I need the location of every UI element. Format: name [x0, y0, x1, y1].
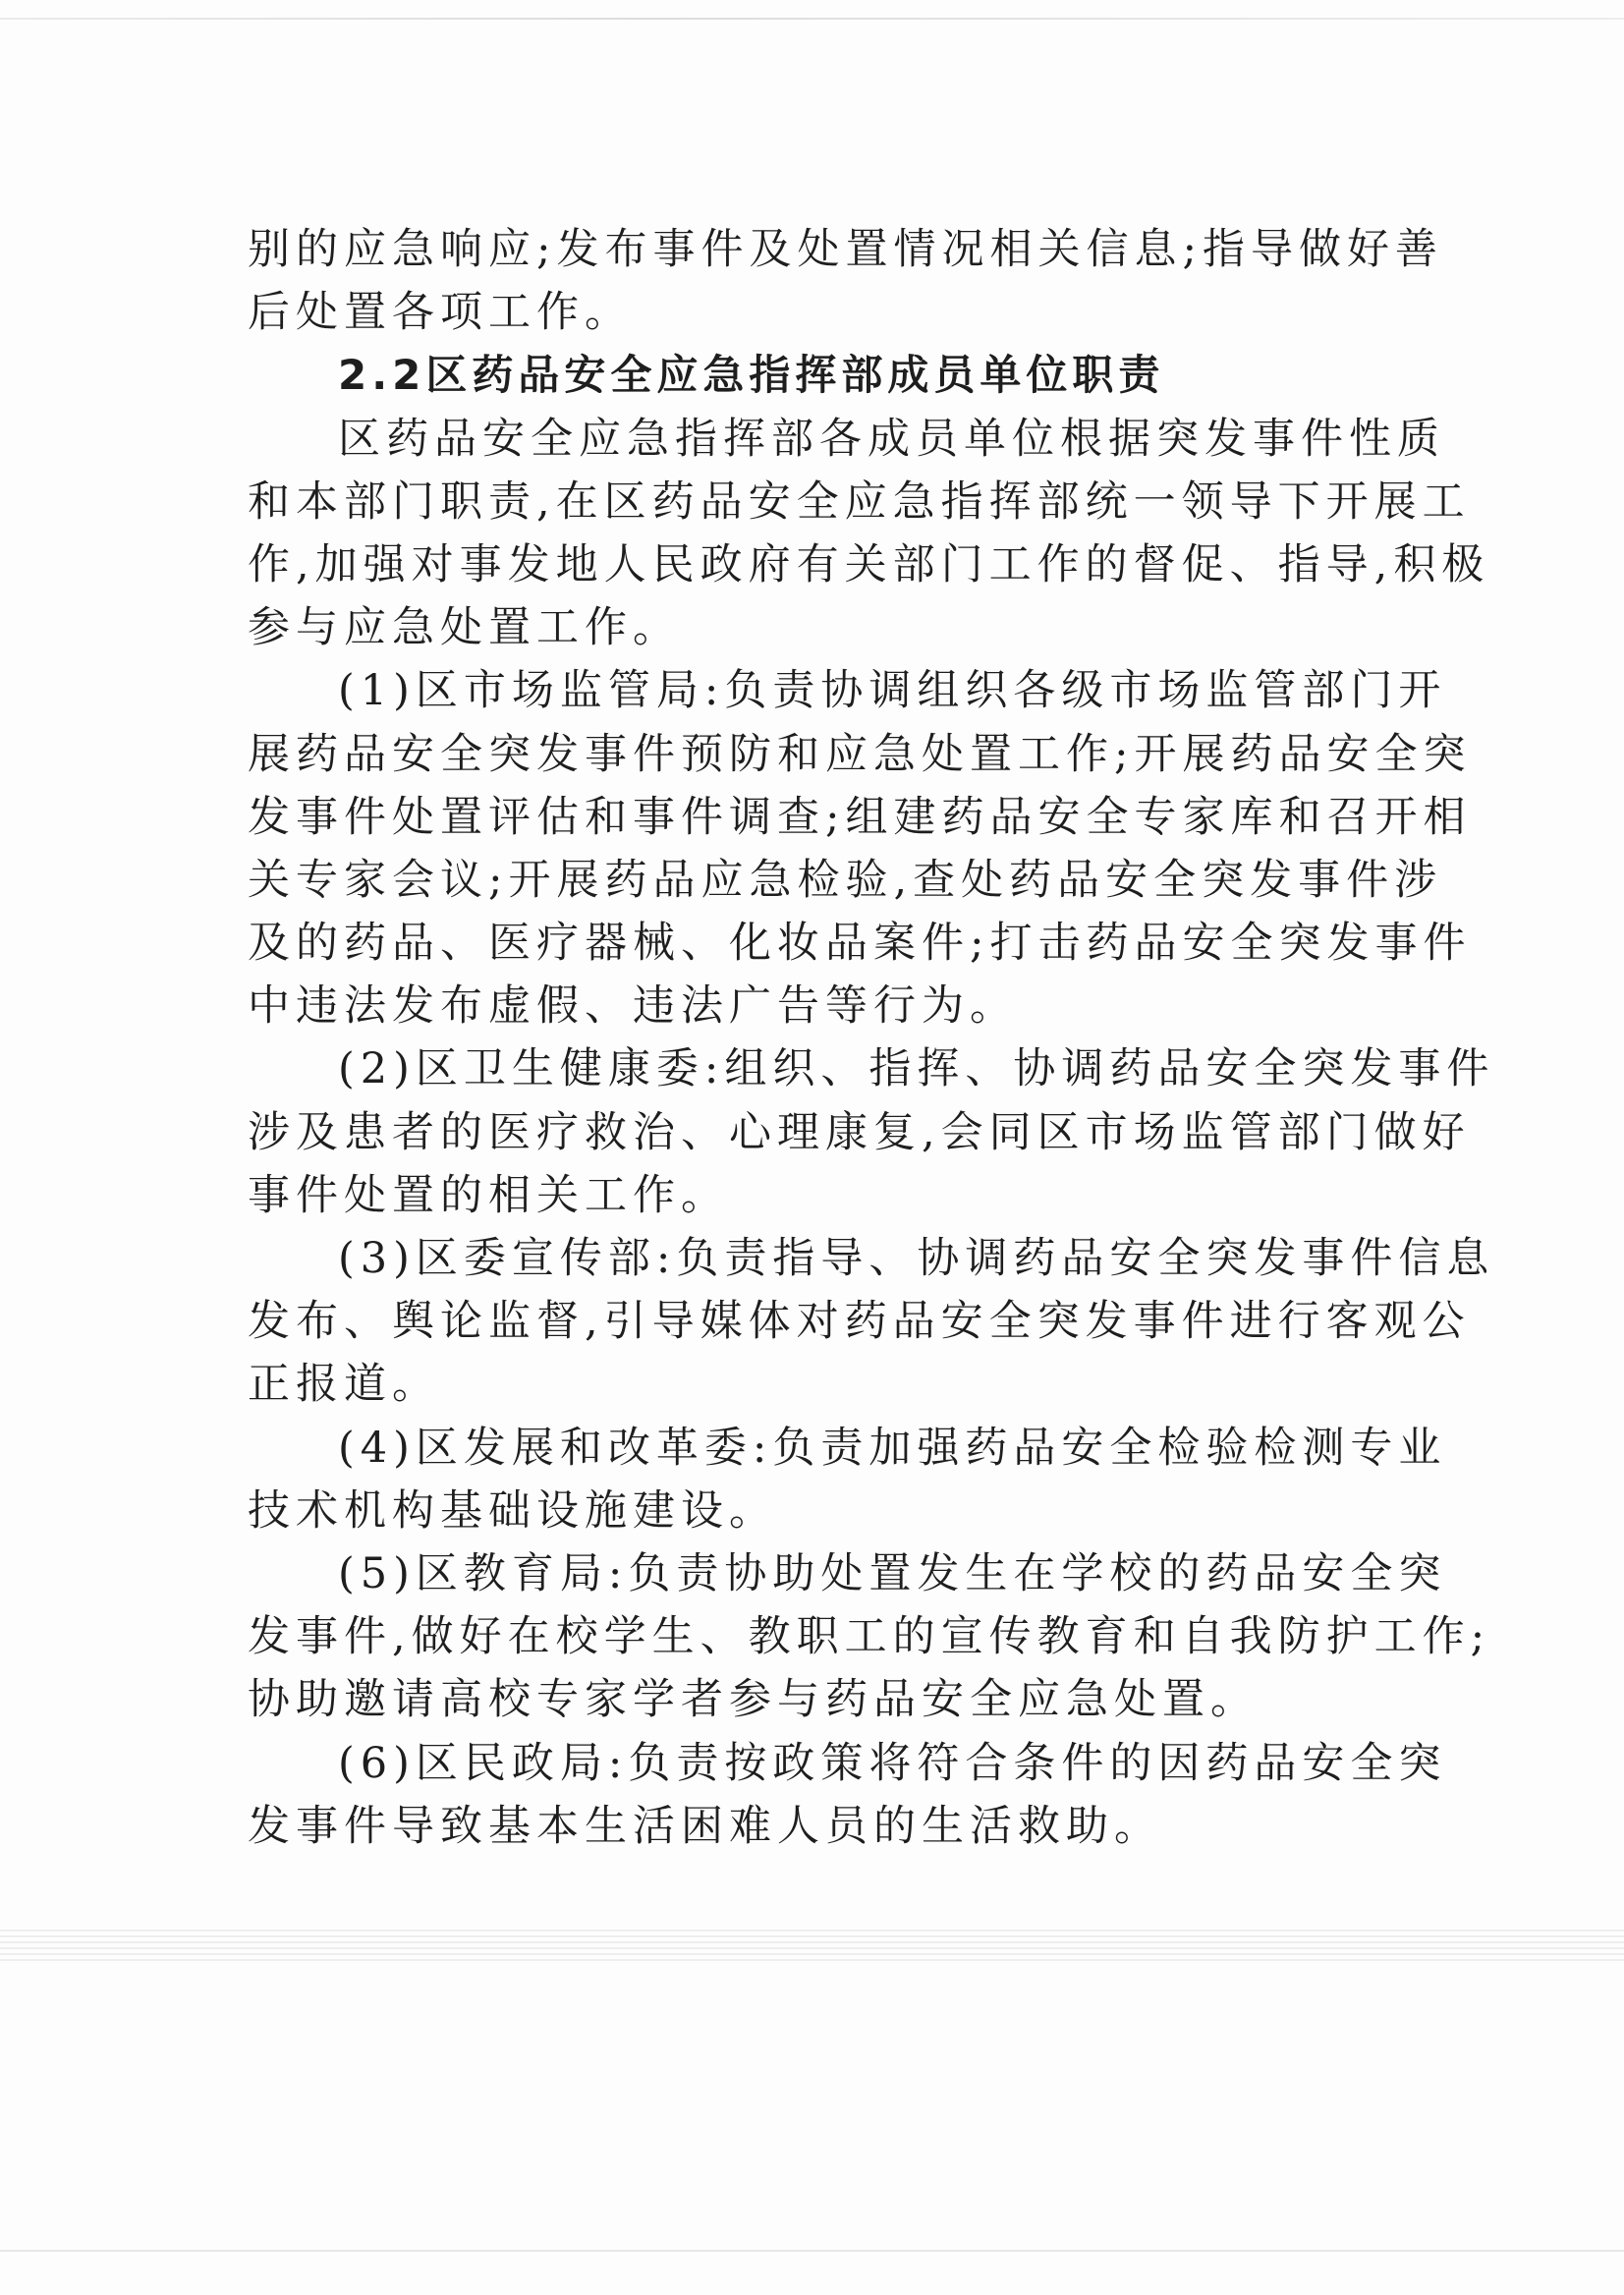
- text-line: (3)区委宣传部:负责指导、协调药品安全突发事件信息: [338, 1234, 1495, 1283]
- text-line: 作,加强对事发地人民政府有关部门工作的督促、指导,积极: [248, 539, 1490, 589]
- scan-artifact-bottom: [0, 2250, 1624, 2252]
- text-line: (2)区卫生健康委:组织、指挥、协调药品安全突发事件: [338, 1044, 1495, 1094]
- scan-artifact-top: [0, 18, 1624, 20]
- item-2-health-commission: [248, 1037, 1495, 1227]
- section-heading: [248, 344, 1387, 407]
- text-line: 发布、舆论监督,引导媒体对药品安全突发事件进行客观公: [248, 1297, 1471, 1347]
- text-line: 及的药品、医疗器械、化妆品案件;打击药品安全突发事件: [248, 919, 1472, 969]
- text-line: (4)区发展和改革委:负责加强药品安全检验检测专业: [338, 1423, 1447, 1473]
- item-6-civil-affairs: [248, 1732, 1447, 1858]
- text-line: 发事件,做好在校学生、教职工的宣传教育和自我防护工作;: [248, 1612, 1491, 1662]
- intro-paragraph: [248, 408, 1490, 660]
- item-5-education-bureau: [248, 1542, 1491, 1732]
- text-line: 区药品安全应急指挥部各成员单位根据突发事件性质: [338, 414, 1445, 464]
- document-body: [248, 218, 1495, 1858]
- item-1-market-regulation: [248, 659, 1472, 1037]
- text-line: 发事件处置评估和事件调查;组建药品安全专家库和召开相: [248, 792, 1472, 842]
- scan-artifact-band: [0, 1930, 1624, 1963]
- text-line: 事件处置的相关工作。: [248, 1170, 729, 1220]
- item-4-development-reform: [248, 1417, 1447, 1542]
- text-line: 中违法发布虚假、违法广告等行为。: [248, 981, 1018, 1032]
- text-line: (5)区教育局:负责协助处置发生在学校的药品安全突: [338, 1548, 1447, 1598]
- heading-text: 2.2区药品安全应急指挥部成员单位职责: [338, 351, 1165, 400]
- text-line: (1)区市场监管局:负责协调组织各级市场监管部门开: [338, 666, 1447, 716]
- text-line: 发事件导致基本生活困难人员的生活救助。: [248, 1801, 1162, 1851]
- text-line: 别的应急响应;发布事件及处置情况相关信息;指导做好善: [248, 225, 1443, 274]
- text-line: 参与应急处置工作。: [248, 603, 681, 653]
- text-line: 后处置各项工作。: [248, 288, 633, 338]
- text-line: (6)区民政局:负责按政策将符合条件的因药品安全突: [338, 1738, 1447, 1788]
- text-line: 关专家会议;开展药品应急检验,查处药品安全突发事件涉: [248, 855, 1443, 905]
- text-line: 正报道。: [248, 1360, 440, 1410]
- continuation-paragraph: [248, 218, 1443, 344]
- text-line: 涉及患者的医疗救治、心理康复,会同区市场监管部门做好: [248, 1107, 1471, 1157]
- item-3-publicity-department: [248, 1227, 1495, 1417]
- text-line: 展药品安全突发事件预防和应急处置工作;开展药品安全突: [248, 729, 1472, 779]
- text-line: 技术机构基础设施建设。: [248, 1485, 777, 1536]
- text-line: 和本部门职责,在区药品安全应急指挥部统一领导下开展工: [248, 476, 1471, 527]
- text-line: 协助邀请高校专家学者参与药品安全应急处置。: [248, 1675, 1259, 1725]
